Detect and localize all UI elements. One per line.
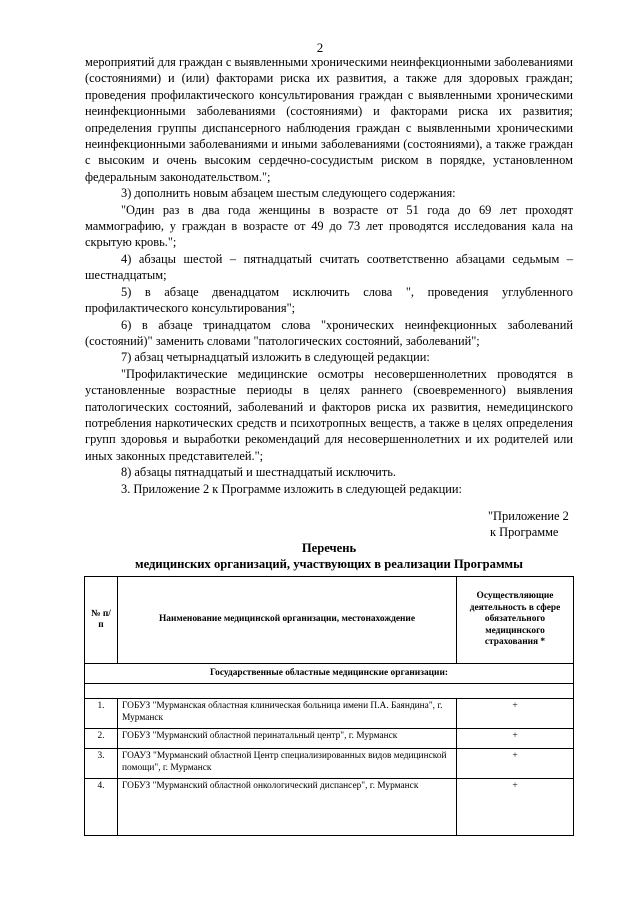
row-num: 2. — [85, 729, 118, 749]
row-num: 4. — [85, 779, 118, 836]
paragraph: "Один раз в два года женщины в возрасте от 51 года до 69 лет проходят маммографию, у граждан в возрасте от 49 до 73 лет проводятся исследования кала на скрытую кровь."; — [85, 202, 573, 250]
row-oms: + — [457, 779, 574, 836]
paragraph: "Профилактические медицинские осмотры несовершеннолетних проводятся в установленные возрастные периоды в целях раннего (своевременного) выявления патологических состояний, заболеваний и факторов риска их развития, немедицинского потребления наркотических средств и психотропных веществ, а также в целях определения групп здоровья и выработки рекомендаций для несовершеннолетних и их родителей или иных законных представителей."; — [85, 366, 573, 463]
body-text — [85, 54, 573, 497]
paragraph: 5) в абзаце двенадцатом исключить слова ", проведения углубленного профилактического консультирования"; — [85, 284, 573, 316]
header-oms: Осуществляющие деятельность в сфере обязательного медицинского страхования * — [457, 577, 574, 664]
paragraph: 7) абзац четырнадцатый изложить в следующей редакции: — [121, 350, 430, 365]
paragraph: 3) дополнить новым абзацем шестым следующего содержания: — [121, 186, 456, 201]
appendix-line-1: "Приложение 2 — [488, 509, 569, 523]
table-row — [85, 699, 574, 729]
list-title-line-2: медицинских организаций, участвующих в реализации Программы — [135, 557, 523, 571]
row-oms: + — [457, 699, 574, 729]
organizations-table — [84, 576, 574, 836]
appendix-line-2: к Программе — [490, 525, 559, 539]
row-num: 3. — [85, 749, 118, 779]
row-name: ГОБУЗ "Мурманская областная клиническая больница имени П.А. Баяндина", г. Мурманск — [118, 699, 457, 729]
row-name: ГОАУЗ "Мурманский областной Центр специализированных видов медицинской помощи", г. Мурманск — [118, 749, 457, 779]
list-title-line-1: Перечень — [301, 541, 357, 555]
row-num: 1. — [85, 699, 118, 729]
table-gap-row — [85, 684, 574, 699]
appendix-reference — [488, 508, 569, 540]
row-name: ГОБУЗ "Мурманский областной перинатальный центр", г. Мурманск — [118, 729, 457, 749]
paragraph: 4) абзацы шестой – пятнадцатый считать соответственно абзацами седьмым – шестнадцатым; — [85, 251, 573, 283]
page-number: 2 — [316, 40, 324, 55]
paragraph: мероприятий для граждан с выявленными хроническими неинфекционными заболеваниями (состояниями) и (или) факторами риска их развития, а также для здоровых граждан; проведения профилактического консультирования граждан с выявленными хроническими неинфекционными заболеваниями (состояниями) и факторами риска их развития; определения группы диспансерного наблюдения граждан с выявленными хроническими неинфекционными заболеваниями и иными заболеваниями (состояниями), а также граждан с высоким и очень высоким сердечно-сосудистым риском в порядке, установленном федеральным законодательством."; — [85, 55, 574, 184]
table-row — [85, 729, 574, 749]
row-oms: + — [457, 729, 574, 749]
paragraph: 8) абзацы пятнадцатый и шестнадцатый исключить. — [121, 465, 396, 480]
table-row — [85, 779, 574, 836]
paragraph: 6) в абзаце тринадцатом слова "хронических неинфекционных заболеваний (состояний)" заменить словами "патологических состояний, заболеваний"; — [85, 317, 573, 348]
section-title: Государственные областные медицинские организации: — [85, 664, 574, 684]
table-header-row — [85, 577, 574, 664]
list-title — [85, 540, 573, 572]
table-section-row — [85, 664, 574, 684]
paragraph: 3. Приложение 2 к Программе изложить в следующей редакции: — [121, 481, 462, 496]
row-oms: + — [457, 749, 574, 779]
table-row — [85, 749, 574, 779]
header-name: Наименование медицинской организации, местонахождение — [118, 577, 457, 664]
header-num: № п/п — [85, 577, 118, 664]
row-name: ГОБУЗ "Мурманский областной онкологический диспансер", г. Мурманск — [118, 779, 457, 836]
